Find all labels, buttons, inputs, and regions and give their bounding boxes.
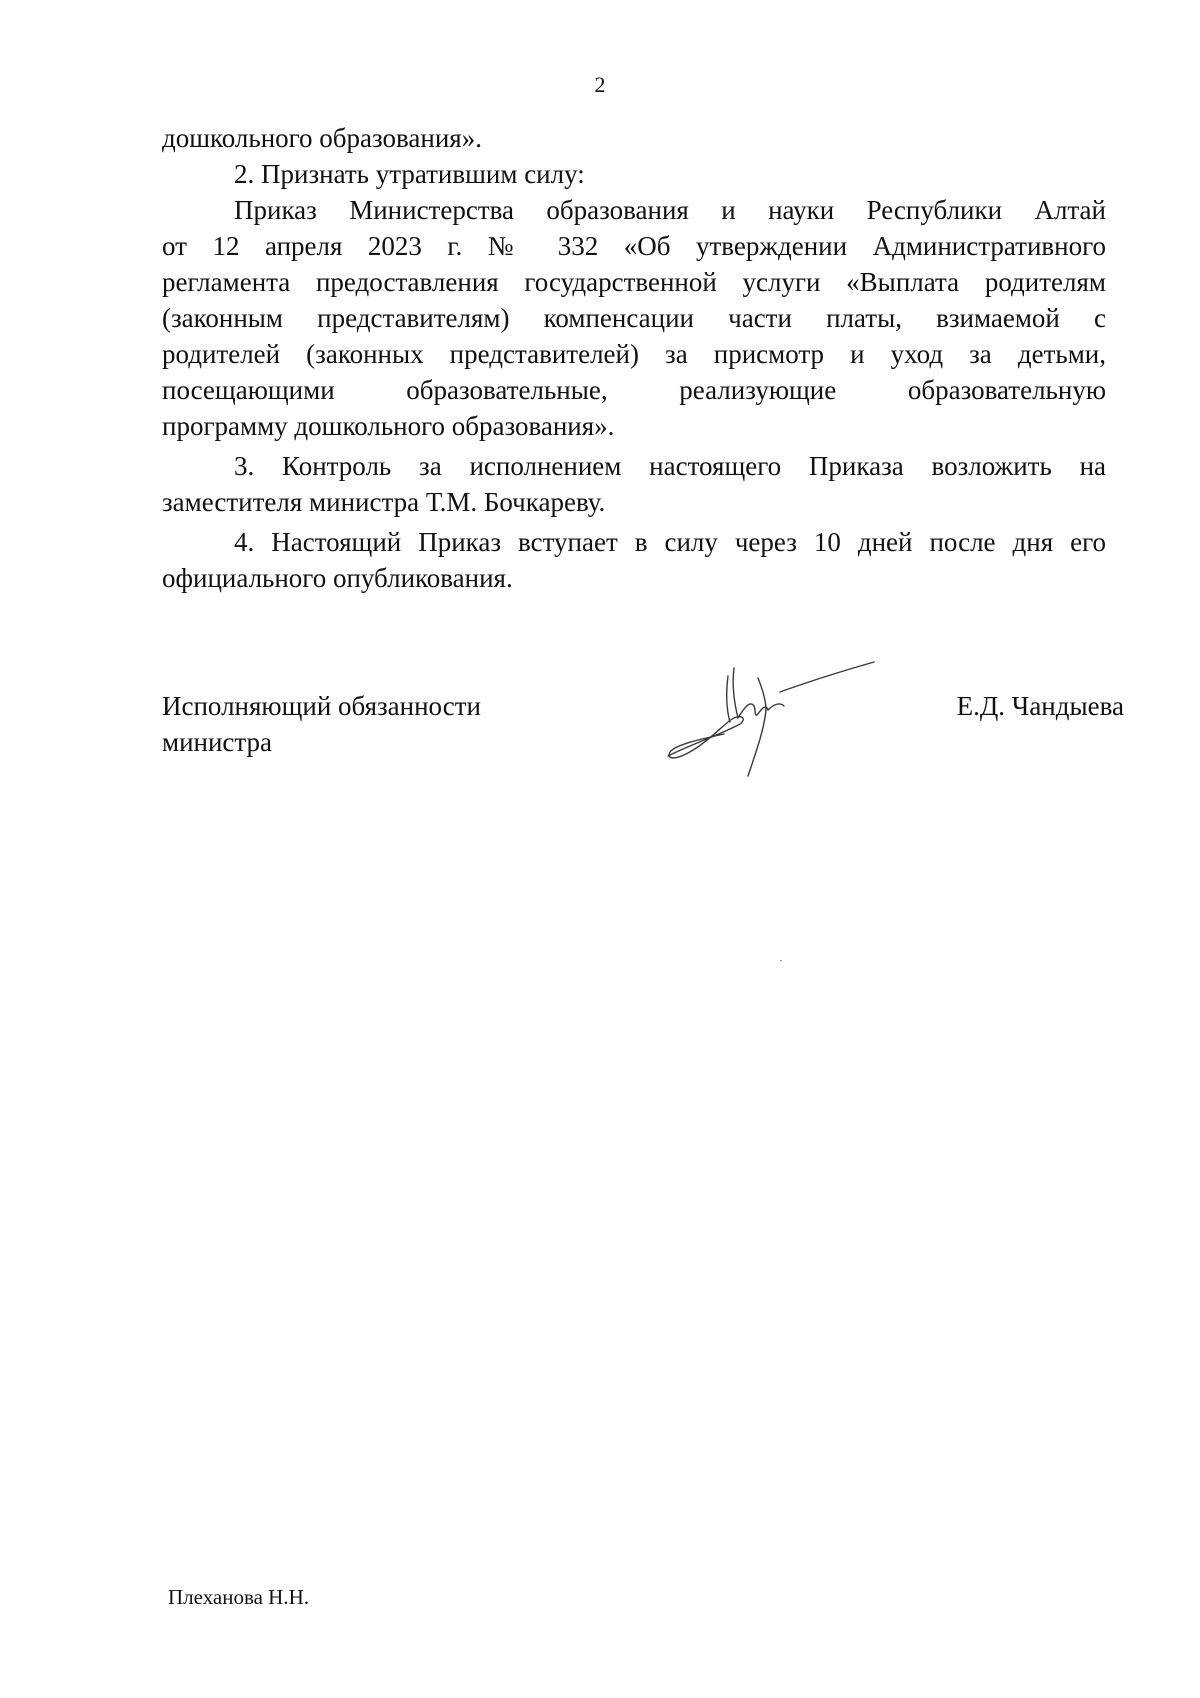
page-number: 2 [594, 72, 606, 97]
text-line: 4. Настоящий Приказ вступает в силу через 10 дней после дня его [234, 527, 1106, 557]
text-line: дошкольного образования». [162, 123, 482, 153]
item-2-body [162, 192, 1106, 444]
item-2-heading [162, 156, 1106, 192]
text-line: 2. Признать утратившим силу: [234, 159, 585, 189]
text-line: (законным представителям) компенсации части платы, взимаемой с [162, 303, 1106, 333]
document-body [162, 120, 1106, 596]
signatory-title-line: министра [162, 727, 273, 757]
text-line: родителей (законных представителей) за присмотр и уход за детьми, [162, 339, 1106, 369]
text-line: официального опубликования. [162, 563, 513, 593]
text-line: заместителя министра Т.М. Бочкареву. [162, 487, 606, 517]
continuation-line [162, 120, 1106, 156]
text-line: программу дошкольного образования». [162, 411, 615, 441]
signatory-title [162, 688, 582, 760]
text-line: от 12 апреля 2023 г. № 332 «Об утверждении Административного [162, 231, 1106, 261]
text-line: Приказ Министерства образования и науки Республики Алтай [234, 195, 1106, 225]
executor-name: Плеханова Н.Н. [168, 1585, 310, 1609]
signatory-name: Е.Д. Чандыева [956, 691, 1124, 721]
signatory-title-line: Исполняющий обязанности [162, 691, 481, 721]
handwritten-signature [662, 648, 882, 778]
text-line: посещающими образовательные, реализующие образовательную [162, 375, 1106, 405]
text-line: 3. Контроль за исполнением настоящего Приказа возложить на [234, 451, 1106, 481]
item-4 [162, 524, 1106, 596]
item-3 [162, 448, 1106, 520]
scan-speck [780, 960, 782, 961]
text-line: регламента предоставления государственной услуги «Выплата родителям [162, 267, 1106, 297]
